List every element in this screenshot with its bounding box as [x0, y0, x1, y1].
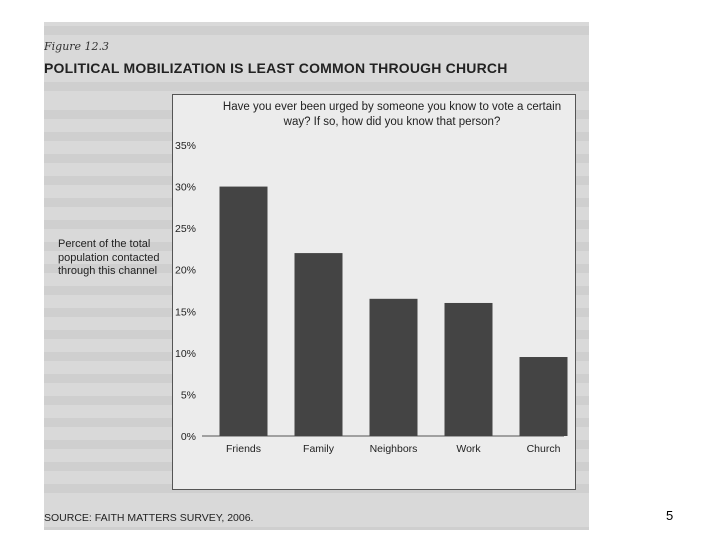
bar-chart	[44, 22, 589, 530]
bar-work	[445, 303, 493, 436]
y-tick-label: 25%	[174, 223, 196, 236]
x-tick-label: Work	[456, 443, 481, 455]
chart-title: Have you ever been urged by someone you know to vote a certain way? If so, how did you know that person?	[222, 101, 562, 128]
y-tick-label: 15%	[174, 306, 196, 319]
y-tick-label: 35%	[174, 140, 196, 152]
figure-title: POLITICAL MOBILIZATION IS LEAST COMMON THROUGH CHURCH	[44, 60, 508, 76]
y-axis-label: Percent of the total population contacted through this channel	[58, 238, 160, 277]
y-tick-label: 20%	[174, 264, 196, 277]
y-tick-label: 5%	[180, 389, 196, 402]
y-tick-label: 30%	[174, 181, 196, 194]
source-note: SOURCE: FAITH MATTERS SURVEY, 2006.	[44, 512, 254, 524]
bar-church	[520, 357, 568, 436]
x-tick-label: Friends	[225, 443, 262, 455]
y-tick-label: 10%	[174, 347, 196, 360]
x-tick-label: Family	[303, 443, 334, 455]
page-number: 5	[666, 508, 674, 523]
y-tick-label: 0%	[180, 431, 196, 443]
bar-neighbors	[370, 299, 418, 436]
x-tick-label: Neighbors	[369, 443, 418, 455]
figure-label: Figure 12.3	[44, 40, 110, 53]
bar-friends	[220, 187, 268, 436]
bar-family	[295, 253, 343, 436]
scanned-page	[44, 22, 589, 530]
x-tick-label: Church	[526, 443, 561, 455]
